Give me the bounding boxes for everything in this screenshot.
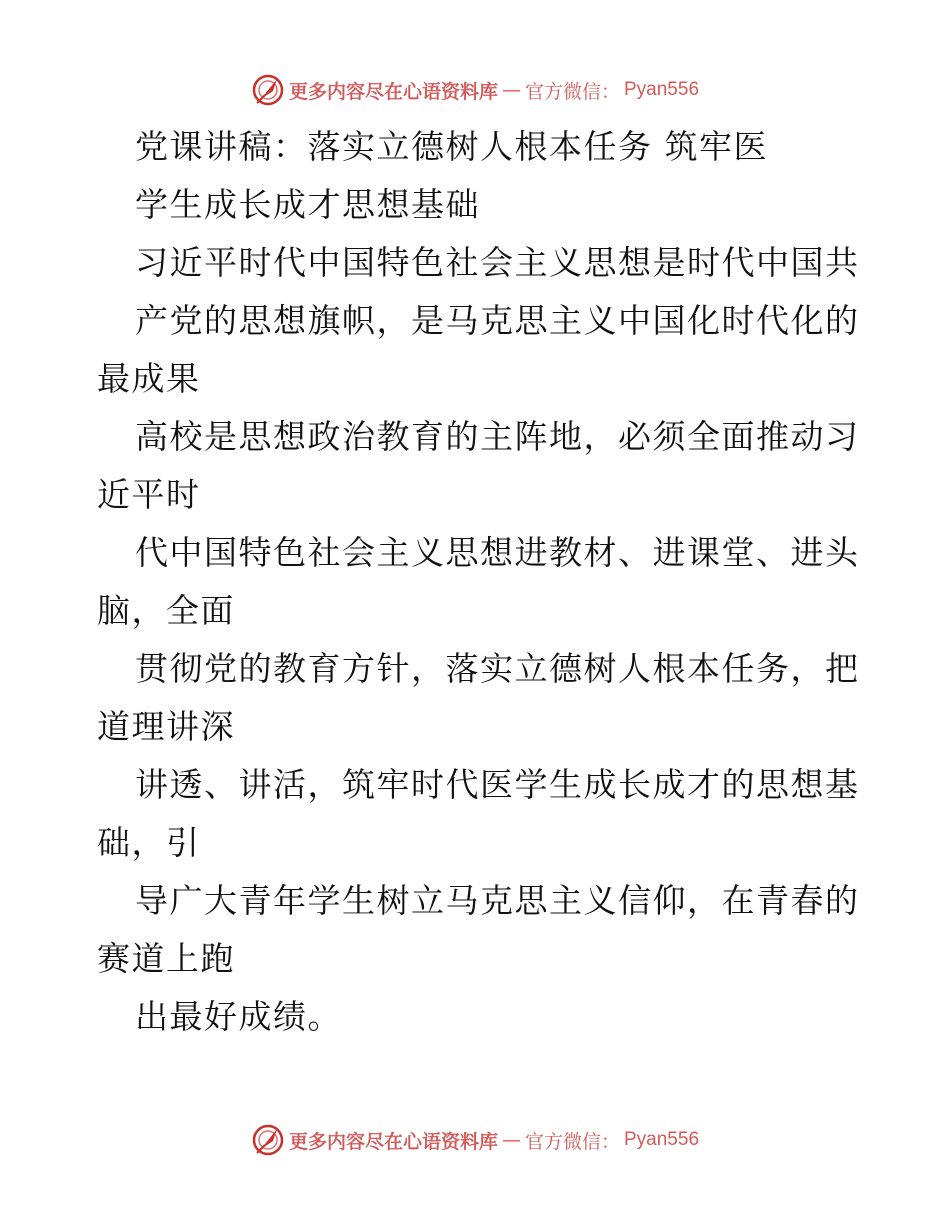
paragraph-line: 出最好成绩。 <box>135 997 342 1036</box>
paragraph-line: 习近平时代中国特色社会主义思想是时代中国共 <box>135 243 860 282</box>
paragraph-line: 高校是思想政治教育的主阵地，必须全面推动习 <box>135 417 860 456</box>
document-body <box>97 118 860 1046</box>
paragraph-line: 代中国特色社会主义思想进教材、进课堂、进头 <box>135 533 860 572</box>
footer-watermark <box>0 1120 950 1160</box>
watermark-dash: — <box>501 1129 521 1151</box>
quill-logo-icon <box>251 73 285 107</box>
paragraph-line: 础，引 <box>97 823 201 862</box>
watermark-brand: 更多内容尽在心语资料库 <box>288 80 498 103</box>
watermark-wechat-id: Pyan556 <box>624 1129 700 1150</box>
quill-logo-icon <box>251 1123 285 1157</box>
paragraph-line: 道理讲深 <box>97 707 235 746</box>
paragraph-line: 学生成长成才思想基础 <box>135 185 480 224</box>
paragraph-line: 讲透、讲活，筑牢时代医学生成长成才的思想基 <box>135 765 860 804</box>
watermark-brand: 更多内容尽在心语资料库 <box>288 1130 498 1153</box>
watermark-wechat-id: Pyan556 <box>624 79 700 100</box>
paragraph-line: 最成果 <box>97 359 201 398</box>
header-watermark <box>0 70 950 110</box>
paragraph-line: 近平时 <box>97 475 201 514</box>
watermark-dash: — <box>501 79 521 101</box>
watermark-label: 官方微信： <box>524 80 620 103</box>
paragraph-line: 产党的思想旗帜，是马克思主义中国化时代化的 <box>135 301 860 340</box>
paragraph-line: 导广大青年学生树立马克思主义信仰，在青春的 <box>135 881 860 920</box>
paragraph-line: 贯彻党的教育方针，落实立德树人根本任务，把 <box>135 649 860 688</box>
watermark-label: 官方微信： <box>524 1130 620 1153</box>
paragraph-line: 赛道上跑 <box>97 939 235 978</box>
paragraph-line: 党课讲稿：落实立德树人根本任务 筑牢医 <box>135 127 768 166</box>
paragraph-line: 脑，全面 <box>97 591 235 630</box>
